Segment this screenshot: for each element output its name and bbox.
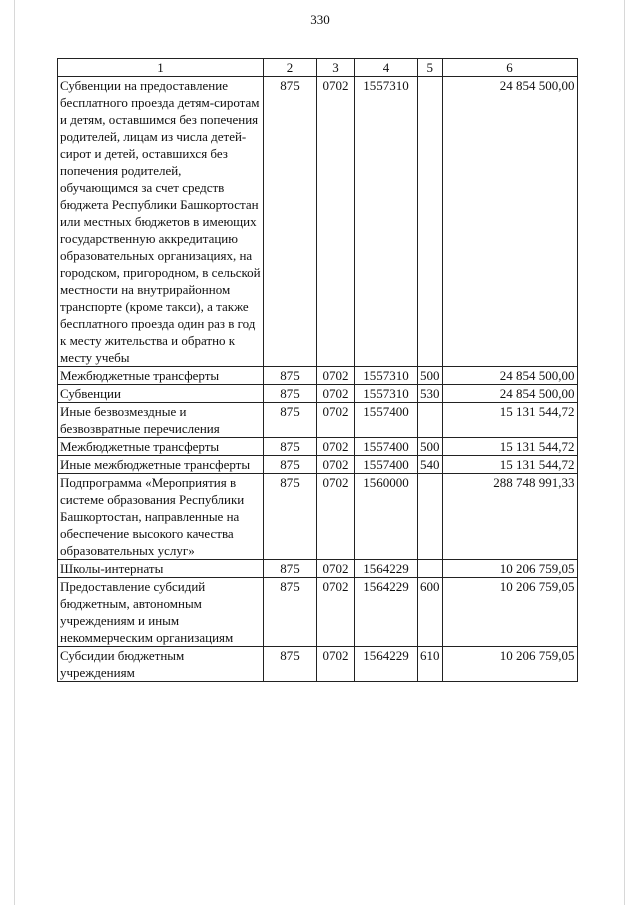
row-type [418,77,443,367]
row-name: Иные безвозмездные и безвозвратные перечисления [58,403,264,438]
row-type [418,403,443,438]
row-name: Межбюджетные трансферты [58,438,264,456]
page-number: 330 [310,12,330,27]
row-amount: 10 206 759,05 [442,560,577,578]
row-amount: 15 131 544,72 [442,438,577,456]
row-section: 0702 [317,385,355,403]
row-target: 1564229 [355,578,418,647]
row-ministry: 875 [264,77,317,367]
row-ministry: 875 [264,560,317,578]
scan-edge-left [14,0,15,905]
row-amount: 15 131 544,72 [442,403,577,438]
row-type: 600 [418,578,443,647]
header-col-4: 4 [355,59,418,77]
table-row [58,560,578,578]
row-amount: 24 854 500,00 [442,385,577,403]
row-amount: 15 131 544,72 [442,456,577,474]
row-ministry: 875 [264,367,317,385]
row-target: 1557400 [355,403,418,438]
row-ministry: 875 [264,385,317,403]
row-type [418,474,443,560]
row-name: Субсидии бюджетным учреждениям [58,647,264,682]
row-name: Подпрограмма «Мероприятия в системе образования Республики Башкортостан, направленные на обеспечение высокого качества образовательных услуг» [58,474,264,560]
scan-edge-right [624,0,625,905]
table-row [58,77,578,367]
row-ministry: 875 [264,438,317,456]
row-amount: 24 854 500,00 [442,77,577,367]
row-target: 1557400 [355,438,418,456]
row-name: Предоставление субсидий бюджетным, автономным учреждениям и иным некоммерческим организациям [58,578,264,647]
row-target: 1557400 [355,456,418,474]
row-type: 530 [418,385,443,403]
row-type: 500 [418,367,443,385]
row-section: 0702 [317,578,355,647]
row-amount: 10 206 759,05 [442,578,577,647]
row-amount: 10 206 759,05 [442,647,577,682]
table-header-row [58,59,578,77]
row-name: Субвенции [58,385,264,403]
header-col-1: 1 [58,59,264,77]
row-ministry: 875 [264,403,317,438]
row-name: Межбюджетные трансферты [58,367,264,385]
table-row [58,578,578,647]
row-target: 1560000 [355,474,418,560]
row-name: Школы-интернаты [58,560,264,578]
row-section: 0702 [317,474,355,560]
row-name: Субвенции на предоставление бесплатного проезда детям-сиротам и детям, оставшимся без попечения родителей, лицам из числа детей-сирот и детей, оставшихся без попечения родителей, обучающимся за счет средств бюджета Республики Башкортостан или местных бюджетов в имеющих государственную аккредитацию образовательных организациях, на городском, пригородном, в сельской местности на внутрирайонном транспорте (кроме такси), а также бесплатного проезда один раз в год к месту жительства и обратно к месту учебы [58,77,264,367]
row-target: 1564229 [355,647,418,682]
row-ministry: 875 [264,647,317,682]
row-type: 540 [418,456,443,474]
budget-table [57,58,578,682]
row-section: 0702 [317,456,355,474]
row-type: 500 [418,438,443,456]
header-col-6: 6 [442,59,577,77]
table-row [58,474,578,560]
row-target: 1557310 [355,77,418,367]
row-target: 1564229 [355,560,418,578]
row-ministry: 875 [264,474,317,560]
table-row [58,385,578,403]
row-target: 1557310 [355,385,418,403]
table-row [58,647,578,682]
row-ministry: 875 [264,456,317,474]
table-row [58,403,578,438]
header-col-2: 2 [264,59,317,77]
row-section: 0702 [317,403,355,438]
row-section: 0702 [317,77,355,367]
row-target: 1557310 [355,367,418,385]
table-row [58,438,578,456]
row-name: Иные межбюджетные трансферты [58,456,264,474]
row-type: 610 [418,647,443,682]
row-type [418,560,443,578]
table-row [58,367,578,385]
row-amount: 24 854 500,00 [442,367,577,385]
row-section: 0702 [317,438,355,456]
row-section: 0702 [317,560,355,578]
row-ministry: 875 [264,578,317,647]
row-section: 0702 [317,647,355,682]
header-col-5: 5 [418,59,443,77]
row-amount: 288 748 991,33 [442,474,577,560]
row-section: 0702 [317,367,355,385]
table-row [58,456,578,474]
header-col-3: 3 [317,59,355,77]
